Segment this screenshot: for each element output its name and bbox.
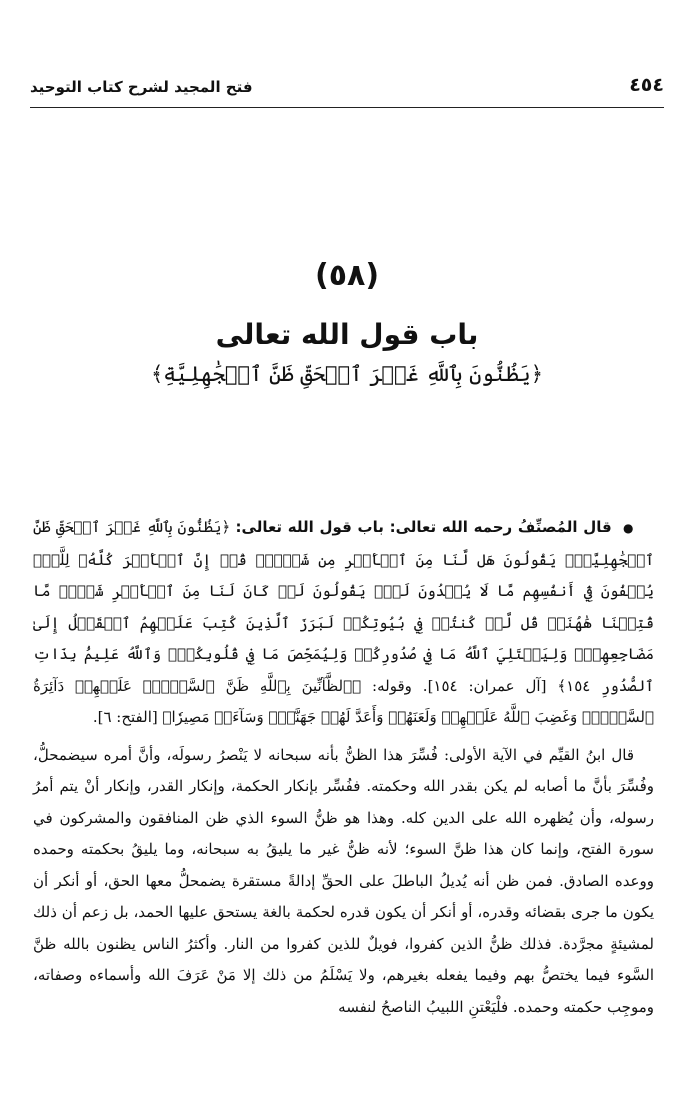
chapter-verse: ﴿يَظُنُّونَ بِٱللَّهِ غَيۡرَ ٱلۡحَقِّ ظَنَّ ٱلۡجَٰهِلِيَّةِ﴾ (151, 362, 543, 386)
verse-1-reference: [آل عمران: ١٥٤]. (422, 676, 547, 695)
body-text (33, 512, 654, 1023)
paragraph-2: قال ابنُ القيِّم في الآية الأولى: فُسِّرَ هذا الظنُّ بأنه سبحانه لا يَنْصرُ رسولَه، وأنَّ أمره سيضمحلُّ، وفُسِّرَ بأنَّ ما أصابه لم يكن بقدر الله وحكمته. ففُسِّر بإنكار الحكمة، وإنكار القدر، وإنكار أنْ يتم أمرُ رسوله، وأن يُظهره الله على الدين كله. وهذا هو ظنُّ السوء الذي ظن المنافقون والمشركون في سورة الفتح، وإنما كان هذا ظنَّ السوء؛ لأنه ظنُّ غير ما يليقُ به سبحانه، وما يليقُ بحكمته وحمده ووعده الصادق. فمن ظن أنه يُديلُ الباطلَ على الحقِّ إدالةً مستقرة يضمحلُّ معها الحق، أو أنكر أن يكون ما جرى بقضائه وقدره، أو أنكر أن يكون قدره لحكمة بالغة يستحق عليها الحمد، بل زعم أن ذلك لمشيئةٍ مجرَّدة. فذلك ظنُّ الذين كفروا، فويلٌ للذين كفروا من النار. وأكثرُ الناس يظنون بالله ظنَّ السَّوء فيما يختصُّ بهم وفيما يفعله بغيرهم، ولا يَسْلَمُ من ذلك إلا مَنْ عَرَفَ الله وأسماءه وصفاته، وموجِب حكمته وحمده. فلْيَعْتنِ اللبيبُ الناصحُ لنفسه (33, 745, 654, 1016)
page-number: ٤٥٤ (629, 74, 664, 96)
bullet-icon: ● (623, 521, 634, 535)
paragraph-1-intro: قال المُصنِّفُ رحمه الله تعالى: باب قول الله تعالى: (235, 518, 612, 536)
connector-text: وقوله: (372, 676, 412, 695)
chapter-number: (٥٨) (314, 258, 380, 293)
header-rule (30, 107, 664, 108)
paragraph-1 (33, 512, 654, 734)
running-title: فتح المجيد لشرح كتاب التوحيد (30, 78, 253, 96)
chapter-title: باب قول الله تعالى (215, 318, 479, 351)
quran-verse-1: ﴿يَظُنُّونَ بِٱللَّهِ غَيۡرَ ٱلۡحَقِّ ظَنَّ ٱلۡجَٰهِلِيَّةِۖ يَقُولُونَ هَل لَّنَا مِنَ ٱلۡأَمۡرِ مِن شَيۡءٖۗ قُلۡ إِنَّ ٱلۡأَمۡرَ كُلَّهُۥ لِلَّهِۗ يُخۡفُونَ فِيٓ أَنفُسِهِم مَّا لَا يُبۡدُونَ لَكَۖ يَقُولُونَ لَوۡ كَانَ لَنَا مِنَ ٱلۡأَمۡرِ شَيۡءٞ مَّا قُتِلۡنَا هَٰهُنَاۗ قُل لَّوۡ كُنتُمۡ فِي بُيُوتِكُمۡ لَبَرَزَ ٱلَّذِينَ كُتِبَ عَلَيۡهِمُ ٱلۡقَتۡلُ إِلَىٰ مَضَاجِعِهِمۡۖ وَلِيَبۡتَلِيَ ٱللَّهُ مَا فِي صُدُورِكُمۡ وَلِيُمَحِّصَ مَا فِي قُلُوبِكُمۡۚ وَٱللَّهُ عَلِيمُۢ بِذَاتِ ٱلصُّدُورِ ١٥٤﴾ (33, 518, 654, 695)
verse-2-reference: [الفتح: ٦]. (92, 708, 158, 726)
quran-verse-2: ﴿ٱلظَّآنِّينَ بِٱللَّهِ ظَنَّ ٱلسَّوۡءِۚ عَلَيۡهِمۡ دَآئِرَةُ ٱلسَّوۡءِۖ وَغَضِبَ ٱللَّهُ عَلَيۡهِمۡ وَلَعَنَهُمۡ وَأَعَدَّ لَهُمۡ جَهَنَّمَۖ وَسَآءَتۡ مَصِيرٗا﴾ (33, 676, 654, 726)
page-header (30, 66, 664, 96)
